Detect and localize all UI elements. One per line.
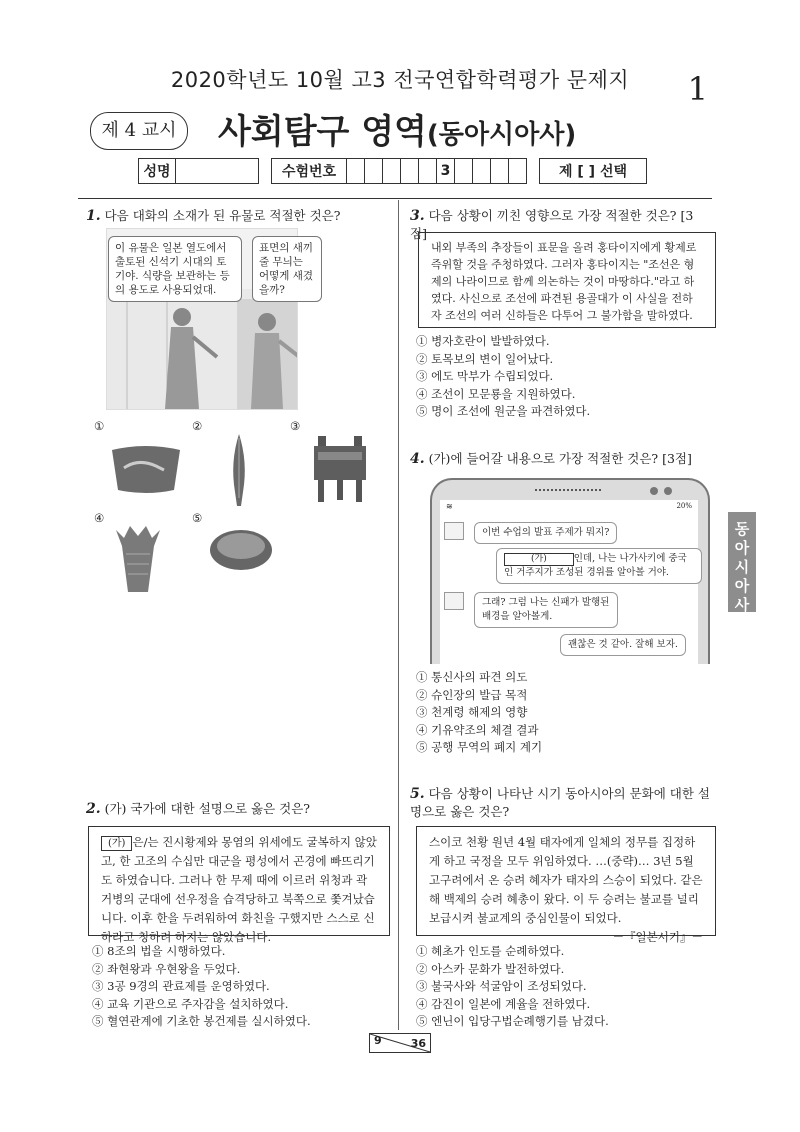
chat-msg-2: (가) 인데, 나는 나가사키에 중국인 거주지가 조성된 경위를 알아볼 거야. [496,548,702,584]
chat-msg-3: 그래? 그럼 나는 신패가 발행된 배경을 알아볼게. [474,592,618,628]
q2-choice-5[interactable]: ⑤ 혈연관계에 기초한 봉건제를 실시하였다. [92,1014,311,1028]
exam-no-cell[interactable] [365,159,383,184]
q3-passage-box: 내외 부족의 추장들이 표문을 올려 홍타이지에게 황제로 즉위할 것을 주청하였다. 그러자 홍타이지는 "조선은 형제의 나라이므로 함께 의논하는 것이 마땅하다."라고 하였다. 사신으로 조선에 파견된 용골대가 이 사실을 전하자 조선의 여러 신하들은 다투어 그 불가함을 말하였다. [418,232,716,328]
artifact-bronze-dagger-icon [226,432,252,508]
page-indicator [369,1033,431,1053]
q1-bubble-right: 표면의 새끼줄 무늬는 어떻게 새겼을까? [252,236,322,302]
exam-no-cell[interactable] [473,159,491,184]
artifact-tiger-vessel-icon [108,440,184,496]
exam-no-label: 수험번호 [272,159,347,184]
exam-no-digit: 3 [437,159,455,184]
q5-passage: 스이코 천황 원년 4월 태자에게 일체의 정무를 집정하게 하고 국정을 모두 위임하였다. …(중략)… 3년 5월 고구려에서 온 승려 혜자가 태자의 스승이 되었다. 같은 해 백제의 승려 혜총이 왔다. 이 두 승려는 불교를 널리 보급시켜 불교계의 중심인물이 되었다. [429,835,703,925]
q2-choice-3[interactable]: ③ 3공 9경의 관료제를 운영하였다. [92,979,270,993]
smartphone-frame [430,478,710,664]
subject-title [218,104,576,153]
q4-choice-2[interactable]: ② 슈인장의 발급 목적 [416,687,528,702]
q5-choice-2[interactable]: ② 아스카 문화가 발전하였다. [416,961,565,976]
q2-stem: 2. (가) 국가에 대한 설명으로 옳은 것은? [86,801,310,817]
q1-choice-2-label[interactable]: ② [192,419,203,433]
q2-passage-box [88,826,390,944]
q3-choice-2[interactable]: ② 토목보의 변이 일어났다. [416,351,554,366]
q3-choice-3[interactable]: ③ 에도 막부가 수립되었다. [416,369,554,383]
subject-name: 사회탐구 영역 [218,112,427,152]
sensor-icon [664,487,672,495]
q1-choice-3-label[interactable]: ③ [290,419,301,433]
artifact-bronze-cauldron-icon [310,434,370,504]
q5-choice-5[interactable]: ⑤ 엔닌이 입당구법순례행기를 남겼다. [416,1014,609,1028]
exam-no-cell[interactable] [455,159,473,184]
exam-no-cell[interactable] [419,159,437,184]
exam-no-cell[interactable] [491,159,509,184]
q1-stem: 1. 다음 대화의 소재가 된 유물로 적절한 것은? [86,208,341,224]
q4-stem: 4. (가)에 들어갈 내용으로 가장 적절한 것은? [3점] [410,451,692,467]
q3-choice-5[interactable]: ⑤ 명이 조선에 원군을 파견하였다. [416,404,591,418]
q5-choices [416,943,716,1031]
column-separator [398,200,399,1030]
speaker-grille [535,489,601,495]
q5-stem: 5. 다음 상황이 나타난 시기 동아시아의 문화에 대한 설명으로 옳은 것은? [410,786,710,819]
q3-choice-1[interactable]: ① 병자호란이 발발하였다. [416,334,550,348]
q4-blank-tag: (가) [504,553,574,566]
battery-status: 20% [676,502,692,510]
q4-choice-1[interactable]: ① 통신사의 파견 의도 [416,670,528,684]
artifact-jomon-pottery-icon [114,524,162,596]
q4-choice-5[interactable]: ⑤ 공행 무역의 폐지 계기 [416,740,543,754]
wifi-icon: ≋ [446,502,453,511]
name-label: 성명 [139,159,176,184]
period-badge: 제 4 교시 [90,112,188,150]
q5-choice-1[interactable]: ① 혜초가 인도를 순례하였다. [416,944,565,958]
q1-choice-4-label[interactable]: ④ [94,511,105,525]
header-rule [78,198,712,199]
chat-msg-4: 괜찮은 것 같아. 잘해 보자. [560,634,686,656]
q1-choice-5-label[interactable]: ⑤ [192,511,203,525]
exam-no-cell[interactable] [509,159,527,184]
q1-bubble-left: 이 유물은 일본 열도에서 출토된 신석기 시대의 토기야. 식량을 보관하는 등의 용도로 사용되었대. [108,236,242,302]
camera-icon [650,487,658,495]
exam-no-cell[interactable] [347,159,365,184]
current-page: 9 [374,1034,382,1047]
name-field[interactable] [176,159,259,184]
select-field[interactable]: 제 [ ] 선택 [540,159,647,184]
q3-choices [416,333,716,421]
q2-choice-2[interactable]: ② 좌현왕과 우현왕을 두었다. [92,961,241,976]
total-pages: 36 [410,1037,426,1050]
q2-blank-tag: (가) [101,836,132,851]
q3-stem: 3. 다음 상황이 끼친 영향으로 가장 적절한 것은? [3점] [410,208,694,241]
q4-choices [416,669,716,757]
artifact-bowl-icon [208,528,274,578]
q5-passage-box [416,826,716,944]
q4-choice-3[interactable]: ③ 천계령 해제의 영향 [416,705,528,719]
q2-passage: 은/는 진시황제와 몽염의 위세에도 굴복하지 않았고, 한 고조의 수십만 대군을 평성에서 곤경에 빠뜨리기도 하였습니다. 그러나 한 무제 때에 이르러 위청과 곽거병의 군대에 선우정을 습격당하고 북쪽으로 쫓겨났습니다. 이후 한을 두려워하여 화친을 구했지만 스스로 신하라고 칭하려 하지는 않았습니다. [101,835,377,944]
q5-choice-4[interactable]: ④ 감진이 일본에 계율을 전하였다. [416,996,591,1011]
exam-no-cell[interactable] [401,159,419,184]
q2-choice-4[interactable]: ④ 교육 기관으로 주자감을 설치하였다. [92,996,289,1011]
exam-no-cell[interactable] [383,159,401,184]
q5-source: －『일본서기』－ [612,930,703,944]
subject-side-tab: 동아시아사 [728,512,756,612]
q2-choice-1[interactable]: ① 8조의 법을 시행하였다. [92,944,226,958]
avatar-a [444,592,464,610]
subject-sub: (동아시아사) [426,120,577,150]
chat-screen [440,500,698,664]
q1-choice-1-label[interactable]: ① [94,419,105,433]
student-info-table [138,158,647,184]
q5-choice-3[interactable]: ③ 불국사와 석굴암이 조성되었다. [416,979,587,993]
page-number: 1 [687,70,708,108]
chat-msg-1: 이번 수업의 발표 주제가 뭐지? [474,522,617,544]
q2-choices [92,943,392,1031]
avatar-a [444,522,464,540]
exam-title: 2020학년도 10월 고3 전국연합학력평가 문제지 [170,68,630,92]
q3-choice-4[interactable]: ④ 조선이 모문룡을 지원하였다. [416,386,576,401]
q4-choice-4[interactable]: ④ 기유약조의 체결 결과 [416,722,539,737]
